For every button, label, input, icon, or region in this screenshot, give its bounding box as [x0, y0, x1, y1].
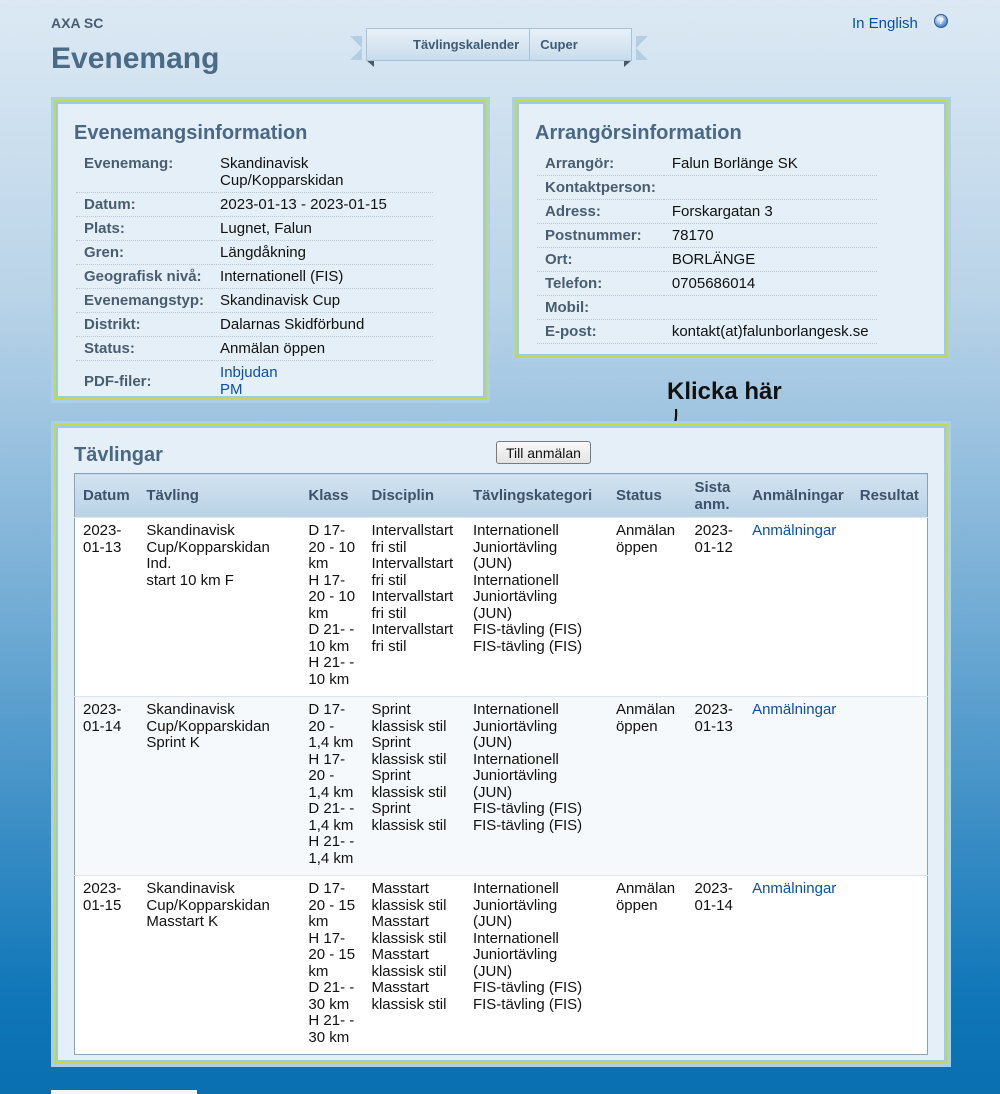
- info-value: 0705686014: [664, 272, 877, 296]
- info-label: Gren:: [76, 241, 212, 265]
- footer-tab: [51, 1090, 197, 1094]
- cell-status: Anmälan öppen: [608, 518, 687, 697]
- info-label: PDF-filer:: [76, 361, 212, 402]
- tab-cuper[interactable]: Cuper: [540, 37, 578, 52]
- cell-class: D 17- 20 - 10 km H 17- 20 - 10 km D 21- - 10 km H 21- - 10 km: [300, 518, 363, 697]
- cell-category: Internationell Juniortävling (JUN) Internationell Juniortävling (JUN) FIS-tävling (FIS) FIS-tävling (FIS): [465, 876, 608, 1055]
- organizer-info-row: [537, 224, 877, 248]
- language-link[interactable]: In English: [852, 15, 918, 32]
- event-info-table: [76, 152, 433, 402]
- organizer-info-row: [537, 296, 877, 320]
- entries-link[interactable]: Anmälningar: [744, 697, 852, 876]
- organizer-info-heading: Arrangörsinformation: [535, 122, 742, 144]
- till-anmalan-button[interactable]: Till anmälan: [496, 441, 591, 464]
- info-value: [664, 176, 877, 200]
- organizer-info-row: [537, 176, 877, 200]
- organization-name: AXA SC: [51, 15, 104, 31]
- event-info-row: [76, 337, 433, 361]
- column-header: Tävling: [138, 474, 300, 518]
- organizer-info-panel: [512, 97, 951, 361]
- table-row: [75, 697, 928, 876]
- cell-result: [852, 697, 928, 876]
- table-row: [75, 518, 928, 697]
- column-header: Klass: [300, 474, 363, 518]
- pdf-link-pm[interactable]: PM: [220, 381, 243, 398]
- cell-name: Skandinavisk Cup/Kopparskidan Masstart K: [138, 876, 300, 1055]
- info-value: 2023-01-13 - 2023-01-15: [212, 193, 433, 217]
- table-row: [75, 876, 928, 1055]
- competitions-table: [74, 473, 928, 1055]
- cell-discipline: Masstart klassisk stil Masstart klassisk stil Masstart klassisk stil Masstart klassisk stil: [363, 876, 465, 1055]
- organizer-info-row: [537, 320, 877, 344]
- info-label: Status:: [76, 337, 212, 361]
- cell-name: Skandinavisk Cup/Kopparskidan Sprint K: [138, 697, 300, 876]
- nav-ribbon: [350, 28, 648, 68]
- column-header: Disciplin: [363, 474, 465, 518]
- competitions-heading: Tävlingar: [74, 444, 163, 466]
- cell-result: [852, 876, 928, 1055]
- info-label: Mobil:: [537, 296, 664, 320]
- event-info-row: [76, 289, 433, 313]
- info-label: Plats:: [76, 217, 212, 241]
- info-label: E-post:: [537, 320, 664, 344]
- tab-tavlingskalender[interactable]: Tävlingskalender: [413, 37, 520, 52]
- column-header: Resultat: [852, 474, 928, 518]
- cell-date: 2023- 01-14: [75, 697, 139, 876]
- info-value: Skandinavisk Cup/Kopparskidan: [212, 152, 433, 193]
- event-info-row: [76, 241, 433, 265]
- event-info-row: [76, 193, 433, 217]
- question-mark-icon[interactable]: ?: [934, 14, 948, 28]
- event-info-panel: [51, 97, 490, 403]
- info-value: 78170: [664, 224, 877, 248]
- info-label: Evenemang:: [76, 152, 212, 193]
- cell-status: Anmälan öppen: [608, 697, 687, 876]
- cell-discipline: Sprint klassisk stil Sprint klassisk stil Sprint klassisk stil Sprint klassisk stil: [363, 697, 465, 876]
- cell-result: [852, 518, 928, 697]
- info-value: Lugnet, Falun: [212, 217, 433, 241]
- organizer-info-table: [537, 152, 877, 344]
- info-label: Telefon:: [537, 272, 664, 296]
- organizer-link[interactable]: Falun Borlänge SK: [664, 152, 877, 176]
- column-header: Tävlingskategori: [465, 474, 608, 518]
- info-label: Postnummer:: [537, 224, 664, 248]
- info-value: Dalarnas Skidförbund: [212, 313, 433, 337]
- cell-class: D 17- 20 - 15 km H 17- 20 - 15 km D 21- - 30 km H 21- - 30 km: [300, 876, 363, 1055]
- column-header: Sista anm.: [686, 474, 744, 518]
- email-link[interactable]: kontakt(at)falunborlangesk.se: [664, 320, 877, 344]
- info-value: [664, 296, 877, 320]
- cell-discipline: Intervallstart fri stil Intervallstart fri stil Intervallstart fri stil Intervallstart fri stil: [363, 518, 465, 697]
- info-value: Skandinavisk Cup: [212, 289, 433, 313]
- organizer-info-row: [537, 152, 877, 176]
- cell-name: Skandinavisk Cup/Kopparskidan Ind. start 10 km F: [138, 518, 300, 697]
- event-info-row: [76, 313, 433, 337]
- info-value: BORLÄNGE: [664, 248, 877, 272]
- pdf-link-inbjudan[interactable]: Inbjudan: [220, 364, 278, 381]
- organizer-info-row: [537, 248, 877, 272]
- annotation-click-here: Klicka här: [667, 378, 782, 405]
- cell-date: 2023- 01-13: [75, 518, 139, 697]
- info-value: Längdåkning: [212, 241, 433, 265]
- organizer-info-row: [537, 272, 877, 296]
- info-label: Kontaktperson:: [537, 176, 664, 200]
- info-label: Evenemangstyp:: [76, 289, 212, 313]
- event-info-heading: Evenemangsinformation: [74, 122, 308, 144]
- entries-link[interactable]: Anmälningar: [744, 876, 852, 1055]
- page-title: Evenemang: [51, 42, 220, 75]
- info-label: Datum:: [76, 193, 212, 217]
- cell-class: D 17- 20 - 1,4 km H 17- 20 - 1,4 km D 21- - 1,4 km H 21- - 1,4 km: [300, 697, 363, 876]
- cell-deadline: 2023- 01-12: [686, 518, 744, 697]
- cell-status: Anmälan öppen: [608, 876, 687, 1055]
- info-label: Adress:: [537, 200, 664, 224]
- cell-deadline: 2023- 01-14: [686, 876, 744, 1055]
- column-header: Status: [608, 474, 687, 518]
- info-value: Internationell (FIS): [212, 265, 433, 289]
- info-value: Anmälan öppen: [212, 337, 433, 361]
- info-label: Geografisk nivå:: [76, 265, 212, 289]
- cell-deadline: 2023- 01-13: [686, 697, 744, 876]
- organizer-info-row: [537, 200, 877, 224]
- info-label: Arrangör:: [537, 152, 664, 176]
- entries-link[interactable]: Anmälningar: [744, 518, 852, 697]
- column-header: Datum: [75, 474, 139, 518]
- cell-category: Internationell Juniortävling (JUN) Internationell Juniortävling (JUN) FIS-tävling (FIS) FIS-tävling (FIS): [465, 697, 608, 876]
- column-header: Anmälningar: [744, 474, 852, 518]
- event-info-row-pdf: [76, 361, 433, 402]
- info-label: Distrikt:: [76, 313, 212, 337]
- event-info-row: [76, 152, 433, 193]
- event-info-row: [76, 265, 433, 289]
- cell-date: 2023- 01-15: [75, 876, 139, 1055]
- info-label: Ort:: [537, 248, 664, 272]
- info-value: Forskargatan 3: [664, 200, 877, 224]
- cell-category: Internationell Juniortävling (JUN) Internationell Juniortävling (JUN) FIS-tävling (FIS) FIS-tävling (FIS): [465, 518, 608, 697]
- event-info-row: [76, 217, 433, 241]
